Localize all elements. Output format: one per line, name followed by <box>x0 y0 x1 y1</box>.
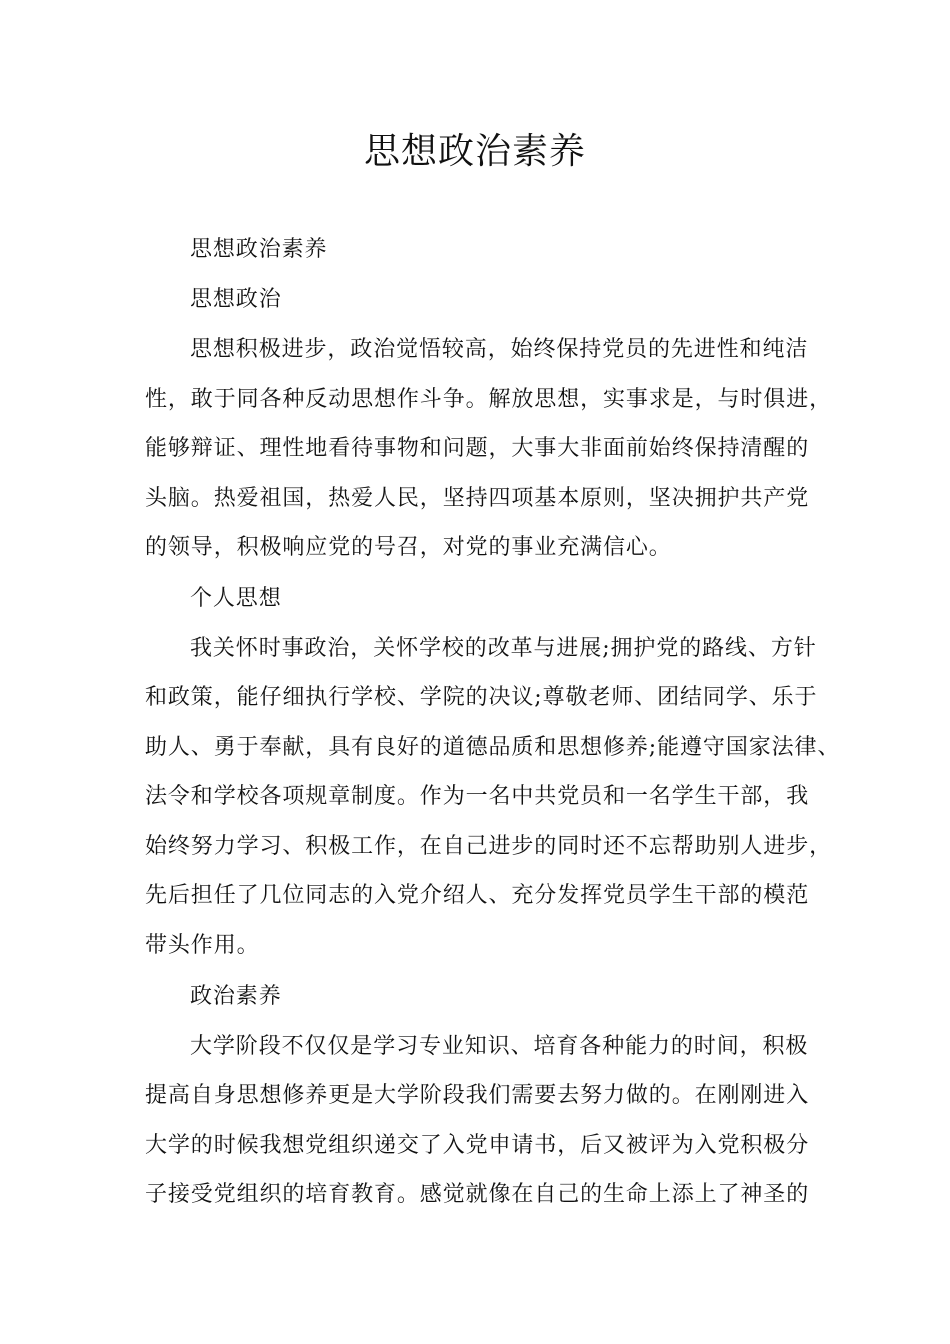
paragraph-line: 我关怀时事政治，关怀学校的改革与进展;拥护党的路线、方针 <box>190 636 817 661</box>
paragraph-line: 子接受党组织的培育教育。感觉就像在自己的生命上添上了神圣的 <box>145 1182 810 1207</box>
paragraph-line: 大学的时候我想党组织递交了入党申请书，后又被评为入党积极分 <box>145 1133 810 1158</box>
paragraph-line: 和政策，能仔细执行学校、学院的决议;尊敬老师、团结同学、乐于 <box>145 685 818 710</box>
section-heading-personal: 个人思想 <box>190 586 282 611</box>
paragraph-line: 的领导，积极响应党的号召，对党的事业充满信心。 <box>145 535 672 560</box>
paragraph-line: 始终努力学习、积极工作，在自己进步的同时还不忘帮助别人进步， <box>145 834 833 859</box>
paragraph-line: 提高自身思想修养更是大学阶段我们需要去努力做的。在刚刚进入 <box>145 1083 810 1108</box>
section-heading-political: 政治素养 <box>190 984 282 1009</box>
paragraph-line: 大学阶段不仅仅是学习专业知识、培育各种能力的时间，积极 <box>190 1034 809 1059</box>
paragraph-line: 思想积极进步，政治觉悟较高，始终保持党员的先进性和纯洁 <box>190 337 809 362</box>
paragraph-line: 法令和学校各项规章制度。作为一名中共党员和一名学生干部，我 <box>145 784 810 809</box>
paragraph-line: 助人、勇于奉献，具有良好的道德品质和思想修养;能遵守国家法律、 <box>145 735 841 760</box>
paragraph-line: 先后担任了几位同志的入党介绍人、充分发挥党员学生干部的模范 <box>145 883 810 908</box>
paragraph-line: 性，敢于同各种反动思想作斗争。解放思想，实事求是，与时俱进， <box>145 387 833 412</box>
section-heading-ideology: 思想政治 <box>190 287 282 312</box>
paragraph-line: 能够辩证、理性地看待事物和问题，大事大非面前始终保持清醒的 <box>145 436 810 461</box>
paragraph-line: 头脑。热爱祖国，热爱人民，坚持四项基本原则，坚决拥护共产党 <box>145 486 810 511</box>
document-title: 思想政治素养 <box>363 131 586 172</box>
paragraph-line: 带头作用。 <box>145 933 260 958</box>
subtitle-line: 思想政治素养 <box>190 237 328 262</box>
